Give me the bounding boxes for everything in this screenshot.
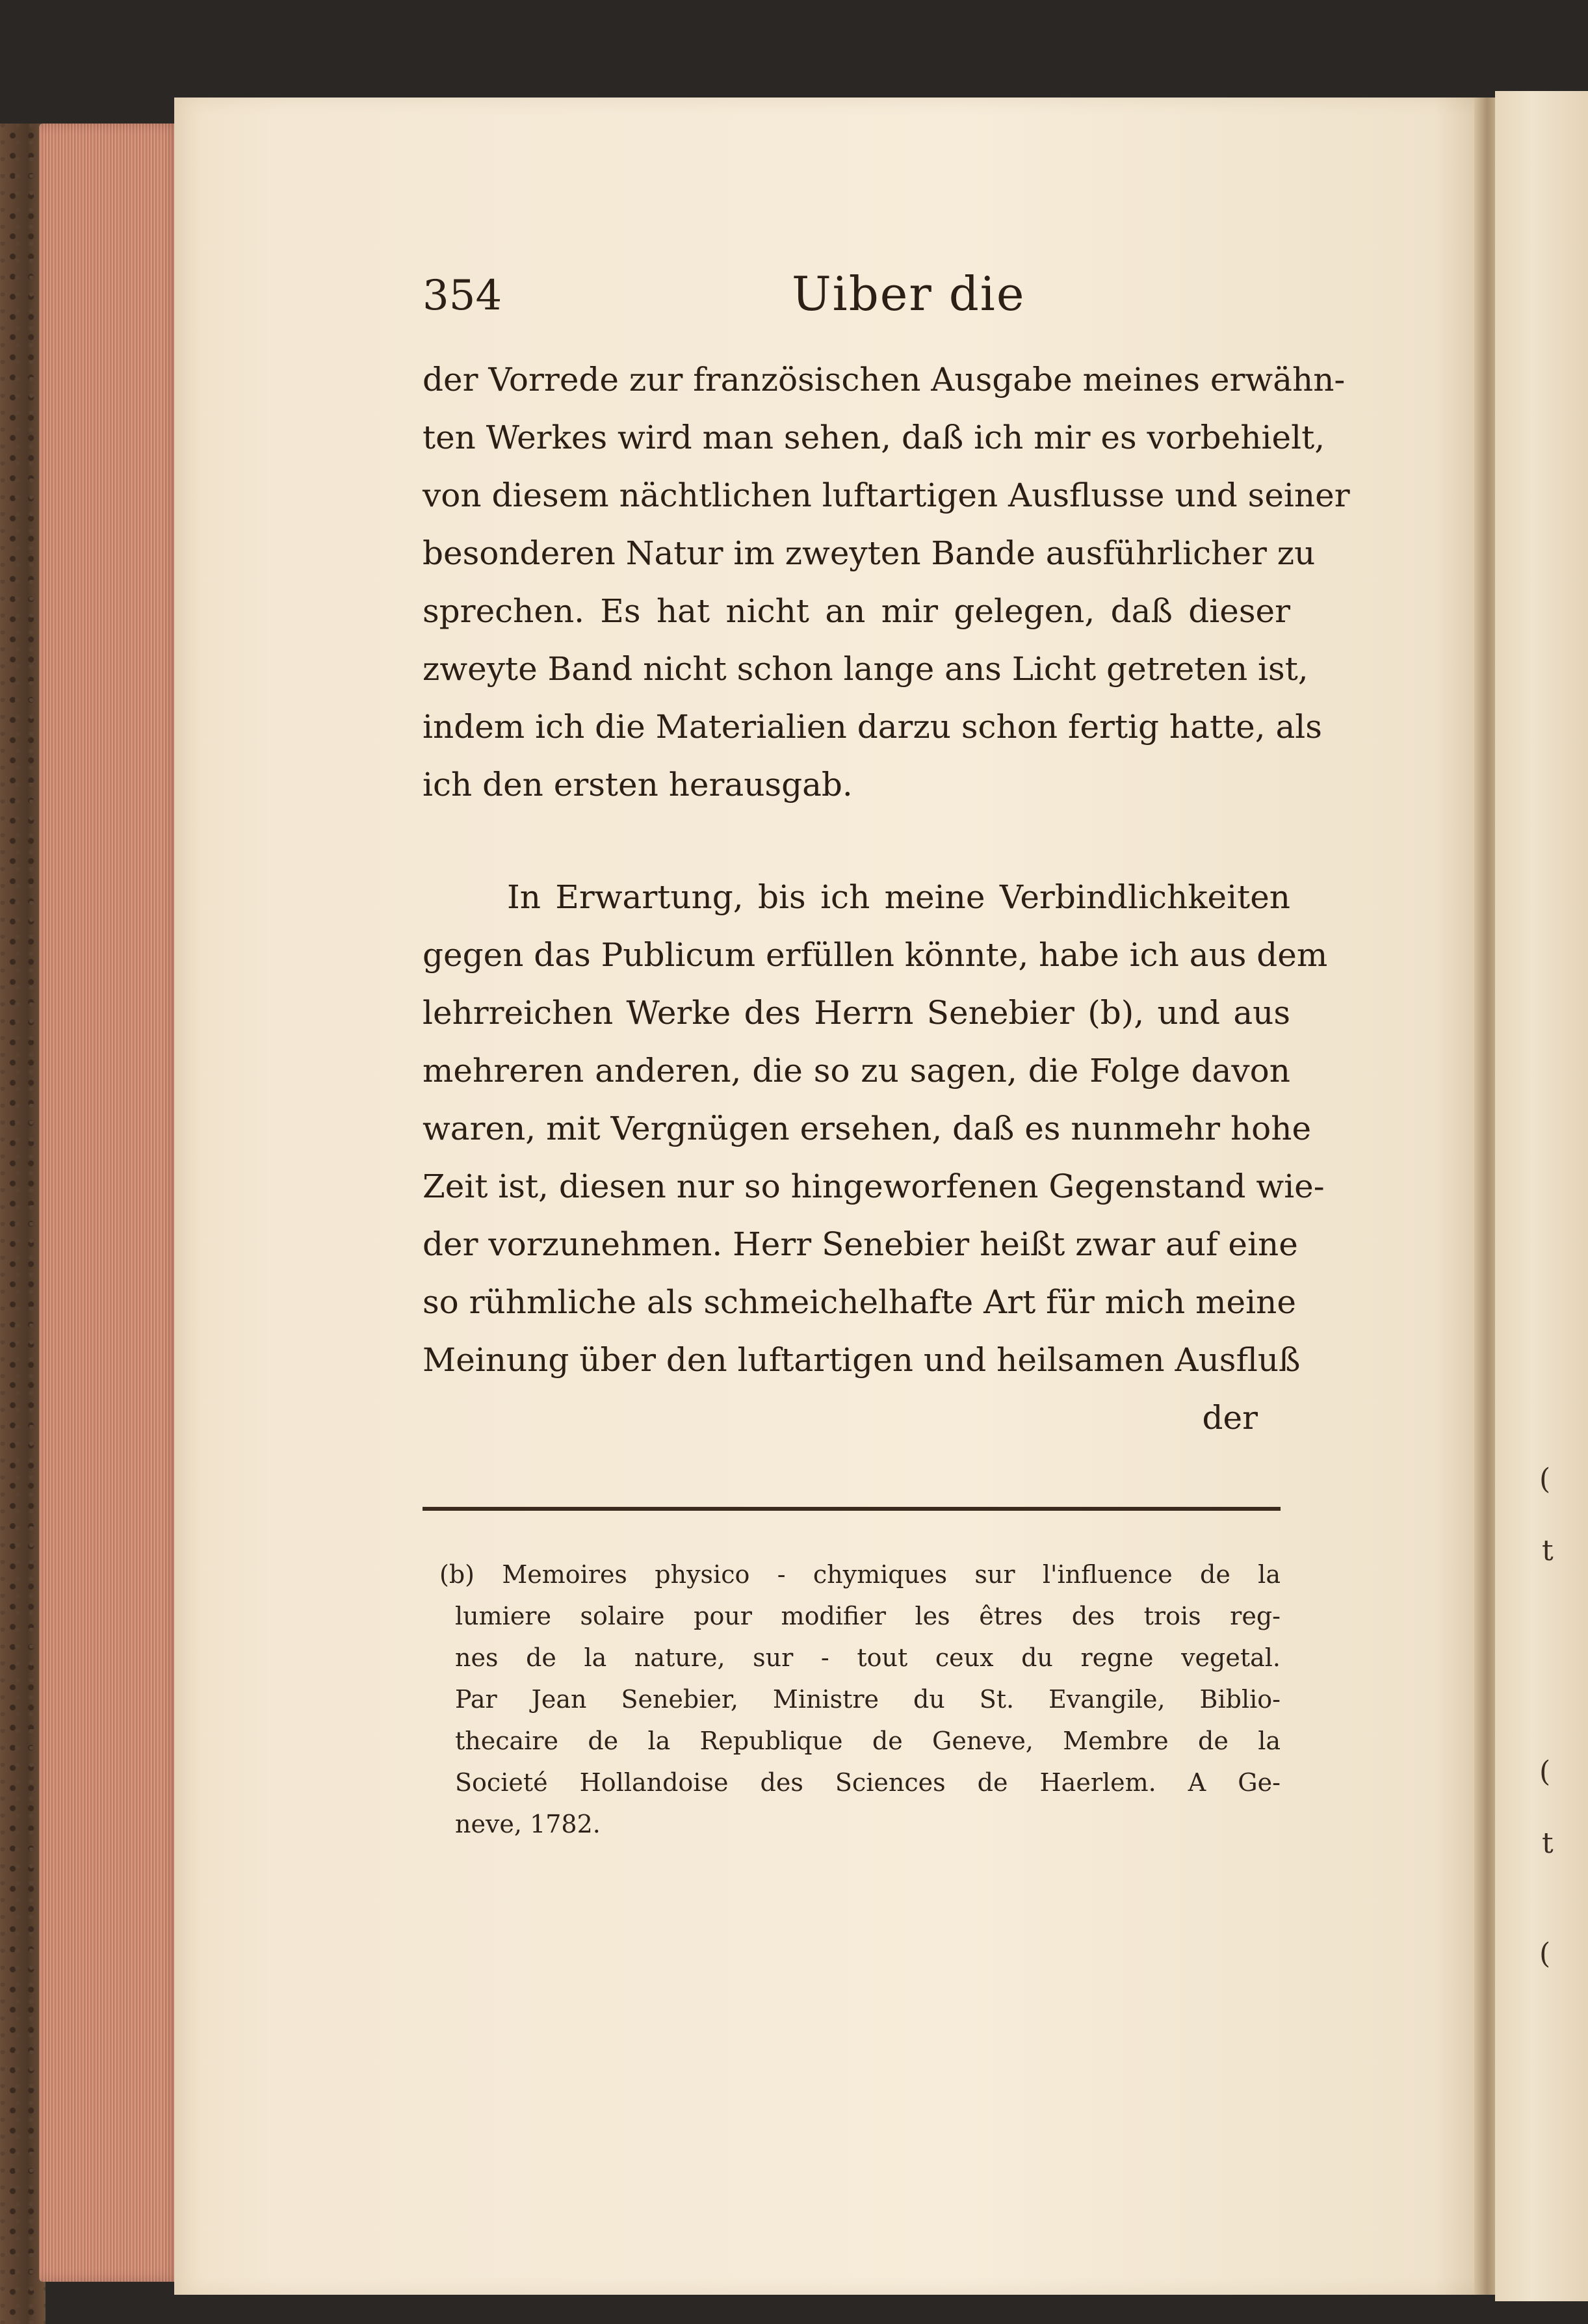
text-line: indem ich die Materialien darzu schon fertig hatte, als: [423, 708, 1322, 746]
text-line: lehrreichen Werke des Herrn Senebier (b), und aus: [423, 994, 1290, 1032]
footnote: [439, 1554, 1281, 1845]
running-head: Uiber die: [792, 267, 1026, 321]
page-header: [423, 267, 1300, 337]
footnote-rule: [423, 1507, 1281, 1511]
page-block-edge: [39, 124, 179, 2282]
text-line: von diesem nächtlichen luftartigen Ausflusse und seiner: [423, 477, 1350, 514]
paragraph: [423, 351, 1350, 814]
text-line: der vorzunehmen. Herr Senebier heißt zwar auf eine: [423, 1225, 1298, 1263]
text-line: waren, mit Vergnügen ersehen, daß es nunmehr hohe: [423, 1110, 1312, 1147]
facing-page-fragment: (: [1539, 1937, 1551, 1970]
text-line: Meinung über den luftartigen und heilsamen Ausfluß: [423, 1341, 1301, 1379]
facing-page-fragment: t: [1542, 1827, 1554, 1860]
facing-page-fragment: t: [1542, 1534, 1554, 1567]
footnote-line: (b) Memoires physico - chymiques sur l'influence de la: [439, 1560, 1281, 1589]
text-line: sprechen. Es hat nicht an mir gelegen, daß dieser: [423, 592, 1290, 630]
text-line: zweyte Band nicht schon lange ans Licht getreten ist,: [423, 650, 1308, 688]
footnote-line: Par Jean Senebier, Ministre du St. Evangile, Biblio-: [455, 1685, 1281, 1714]
body-text: [423, 351, 1350, 1447]
facing-page-edge: [1495, 91, 1588, 2301]
text-line: ich den ersten herausgab.: [423, 766, 853, 803]
footnote-line: neve, 1782.: [455, 1810, 601, 1838]
footnote-line: lumiere solaire pour modifier les êtres des trois reg-: [455, 1602, 1281, 1630]
facing-page-fragment: (: [1539, 1755, 1551, 1788]
text-line: der Vorrede zur französischen Ausgabe meines erwähn-: [423, 361, 1346, 398]
text-line: ten Werkes wird man sehen, daß ich mir es vorbehielt,: [423, 419, 1325, 456]
text-line: mehreren anderen, die so zu sagen, die Folge davon: [423, 1052, 1290, 1090]
text-line: so rühmliche als schmeichelhafte Art für mich meine: [423, 1283, 1296, 1321]
catchword: der: [1202, 1399, 1258, 1437]
paragraph-gap: [423, 814, 1290, 868]
footnote-line: Societé Hollandoise des Sciences de Haerlem. A Ge-: [455, 1768, 1281, 1797]
text-line: In Erwartung, bis ich meine Verbindlichkeiten: [507, 878, 1290, 916]
footnote-line: nes de la nature, sur - tout ceux du regne vegetal.: [455, 1643, 1281, 1672]
text-line: besonderen Natur im zweyten Bande ausführlicher zu: [423, 534, 1316, 572]
text-line: gegen das Publicum erfüllen könnte, habe ich aus dem: [423, 936, 1328, 974]
footnote-line: thecaire de la Republique de Geneve, Membre de la: [455, 1727, 1281, 1755]
facing-page-fragment: (: [1539, 1463, 1551, 1496]
paragraph: [423, 868, 1328, 1389]
page-number: 354: [423, 272, 502, 320]
text-line: Zeit ist, diesen nur so hingeworfenen Gegenstand wie-: [423, 1168, 1325, 1205]
